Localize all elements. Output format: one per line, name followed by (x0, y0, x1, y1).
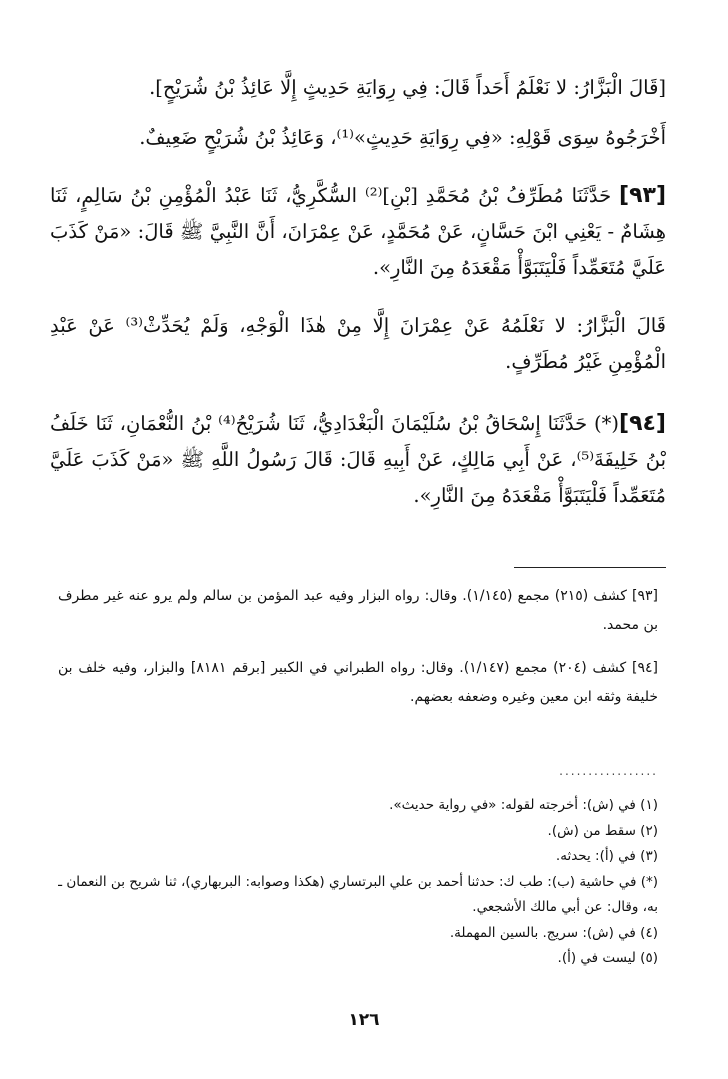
main-text (50, 70, 666, 514)
note-93: [٩٣] كشف (٢١٥) مجمع (١/١٤٥). وقال: رواه البزار وفيه عبد المؤمن بن سالم ولم يرو عنه غير مطرف بن محمد. (58, 588, 658, 633)
commentary-paragraph: أَخْرَجُوهُ سِوَى قَوْلِهِ: «فِي رِوَايَةِ حَدِيثٍ»⁽¹⁾، وَعَائِذُ بْنُ شُرَيْحٍ ضَعِيفٌ. (139, 126, 666, 149)
takhrij-notes (58, 582, 658, 726)
notes-divider (514, 567, 666, 568)
footnote: (٢) سقط من (ش). (547, 822, 658, 839)
hadith-94 (50, 406, 666, 514)
page-number: ١٢٦ (348, 1010, 380, 1030)
note-94: [٩٤] كشف (٢٠٤) مجمع (١/١٤٧). وقال: رواه الطبراني في الكبير [برقم ٨١٨١] والبزار، وفيه خلف بن خليفة وثقه ابن معين وغيره وضعفه بعضهم. (58, 660, 658, 705)
bazzar-quote-1: [قَالَ الْبَزَّارُ: لا نَعْلَمُ أَحَداً قَالَ: فِي رِوَايَةِ حَدِيثٍ إِلَّا عَائِذُ بْنُ شُرَيْحٍ]. (149, 76, 666, 99)
hadith-93 (50, 178, 666, 286)
footnotes (58, 793, 658, 972)
hadith-number-93: [٩٣] (619, 183, 666, 208)
footnote: (٤) في (ش): سريج. بالسين المهملة. (449, 924, 658, 941)
footnote-separator: ................. (559, 764, 658, 778)
hadith-94-star: (*) (594, 412, 619, 435)
footnote: (٥) ليست في (أ). (557, 950, 658, 966)
hadith-93-text: حَدَّثَنَا مُطَرِّفُ بْنُ مُحَمَّدِ [بْنِ]⁽²⁾ السُّكَّرِيُّ، ثَنَا عَبْدُ الْمُؤْمِنِ بْنُ سَالِمٍ، ثَنَا هِشَامٌ - يَعْنِي ابْنَ حَسَّانٍ، عَنْ مُحَمَّدٍ، عَنْ عِمْرَانَ، أَنَّ النَّبِيَّ ﷺ قَالَ: «مَنْ كَذَبَ عَلَيَّ مُتَعَمِّداً فَلْيَتَبَوَّأْ مَقْعَدَهُ مِنَ النَّارِ». (50, 184, 666, 279)
hadith-number-94: [٩٤] (619, 411, 666, 436)
footnote: (*) في حاشية (ب): طب ك: حدثنا أحمد بن علي البرتساري (هكذا وصوابه: البربهاري)، ثنا شريح بن النعمان ـ به، وقال: عن أبي مالك الأشجعي. (58, 873, 658, 915)
bazzar-quote-93: قَالَ الْبَزَّارُ: لا نَعْلَمُهُ عَنْ عِمْرَانَ إِلَّا مِنْ هٰذَا الْوَجْهِ، وَلَمْ يُحَدِّثْ⁽³⁾ عَنْ عَبْدِ الْمُؤْمِنِ غَيْرُ مُطَرِّفٍ. (50, 314, 667, 373)
hadith-94-text: حَدَّثَنَا إِسْحَاقُ بْنُ سُلَيْمَانَ الْبَغْدَادِيُّ، ثَنَا شُرَيْحُ⁽⁴⁾ بْنُ النُّعْمَانِ، ثَنَا خَلَفُ بْنُ خَلِيفَةَ⁽⁵⁾، عَنْ أَبِي مَالِكٍ، عَنْ أَبِيهِ قَالَ: قَالَ رَسُولُ اللَّهِ ﷺ «مَنْ كَذَبَ عَلَيَّ مُتَعَمِّداً فَلْيَتَبَوَّأْ مَقْعَدَهُ مِنَ النَّارِ». (50, 412, 666, 507)
footnote: (٣) في (أ): يحدثه. (555, 848, 658, 864)
footnote: (١) في (ش): أخرجته لقوله: «في رواية حديث». (389, 797, 658, 813)
